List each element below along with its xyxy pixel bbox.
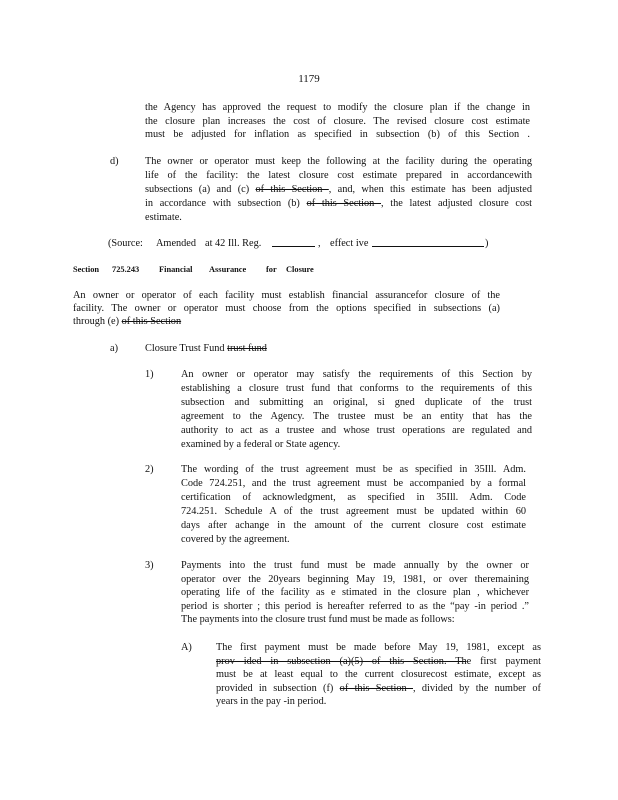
- text-segment: days after achange in the amount of the current closure cost estimate: [181, 520, 526, 531]
- item-a-label: a): [110, 343, 118, 354]
- item-a-title-text: Closure Trust Fund: [145, 343, 228, 354]
- item-a-title-struck: trust fund: [227, 343, 267, 354]
- text-line: [181, 559, 529, 572]
- section-word: Section: [73, 265, 100, 274]
- text-line: [73, 289, 500, 302]
- text-segment: period is shorter ; this period is hereafter referred to as the “pay -in period .”: [181, 600, 529, 612]
- text-segment: establishing a closure trust fund that conforms to the requirements of this: [181, 383, 532, 394]
- text-segment: certification of acknowledgment, as specified in 35Ill. Adm. Code: [181, 492, 526, 503]
- text-segment: covered by the agreement.: [181, 534, 290, 545]
- section-title-word-1: Financial: [159, 265, 193, 274]
- text-line: [216, 682, 541, 695]
- source-effective: effect ive: [330, 238, 369, 249]
- sub-item-3-label: 3): [145, 560, 154, 571]
- text-line: [181, 410, 532, 423]
- text-segment: authority to act as a trustee and whose trust operations are regulated and: [181, 425, 532, 436]
- text-line: [181, 438, 532, 451]
- source-register-blank: [272, 237, 315, 247]
- text-segment: , the latest adjusted closure cost: [381, 198, 532, 209]
- sub-item-2-label: 2): [145, 464, 154, 475]
- text-line: [145, 128, 530, 141]
- section-title-word-2: Assurance: [209, 265, 247, 274]
- text-line: [181, 477, 526, 490]
- text-line: [181, 505, 526, 518]
- text-segment: life of the facility: the latest closure cost estimate prepared in accordancewith: [145, 170, 532, 181]
- text-segment: the closure plan increases the cost of closure. The revised closure cost estimate: [145, 115, 530, 127]
- text-line: [181, 586, 529, 599]
- text-line: [181, 396, 532, 409]
- source-open: (Source:: [108, 238, 143, 249]
- text-line: [181, 573, 529, 586]
- text-segment: The first payment must be made before May 19, 1981, except as: [216, 642, 541, 653]
- text-line: [145, 169, 532, 182]
- text-segment: through (e): [73, 316, 122, 327]
- text-line: [216, 641, 541, 654]
- item-a-title: [145, 342, 267, 355]
- text-segment: must be adjusted for inflation as specified in subsection (b) of this Section .: [145, 129, 530, 140]
- text-segment: examined by a federal or State agency.: [181, 439, 341, 450]
- text-line: [216, 695, 541, 708]
- source-citation: at 42 Ill. Reg.: [205, 238, 262, 249]
- text-line: [145, 115, 530, 128]
- source-comma: ,: [318, 238, 321, 249]
- text-segment: provided in subsection (f): [216, 682, 340, 694]
- struck-text: of this Section: [339, 682, 413, 694]
- text-line: [181, 491, 526, 504]
- source-note: [108, 237, 488, 251]
- source-amended: Amended: [156, 238, 197, 249]
- text-line: [145, 197, 532, 210]
- section-title-word-4: Closure: [286, 265, 314, 274]
- text-segment: operating life of the facility as e stimated in the closure plan , whichever: [181, 587, 529, 598]
- text-line: [181, 519, 526, 532]
- text-line: [145, 155, 532, 168]
- text-segment: subsection and submitting an original, si gned duplicate of the trust: [181, 397, 532, 408]
- text-segment: subsections (a) and (c): [145, 184, 256, 195]
- text-line: [181, 463, 526, 476]
- text-segment: facility. The owner or operator must choose from the options specified in subsections (a): [73, 303, 500, 314]
- text-segment: 724.251. Schedule A of the trust agreement must be updated within 60: [181, 506, 526, 517]
- text-line: [73, 315, 500, 328]
- page-number: 1179: [298, 73, 320, 85]
- text-segment: must be at least equal to the current closurecost estimate, except as: [216, 669, 541, 681]
- text-segment: estimate.: [145, 212, 182, 223]
- source-effective-blank: [372, 237, 484, 247]
- text-segment: operator over the 20years beginning May 19, 1981, or over theremaining: [181, 573, 529, 585]
- struck-text: of this Section: [121, 316, 182, 327]
- struck-text: of this Section: [255, 184, 329, 195]
- item-A-label: A): [181, 642, 192, 653]
- text-line: [73, 302, 500, 315]
- text-line: [181, 613, 529, 626]
- struck-text: of this Section: [306, 198, 381, 209]
- text-line: [181, 382, 532, 395]
- text-segment: the Agency has approved the request to modify the closure plan if the change in: [145, 102, 530, 113]
- text-segment: , divided by the number of: [413, 682, 541, 694]
- section-title-word-3: for: [266, 265, 277, 274]
- text-segment: An owner or operator may satisfy the requirements of this Section by: [181, 369, 532, 380]
- text-segment: in accordance with subsection (b): [145, 198, 307, 209]
- text-segment: agreement to the Agency. The trustee must be an entity that has the: [181, 411, 532, 422]
- text-segment: , and, when this estimate has been adjusted: [328, 184, 532, 195]
- text-line: [145, 101, 530, 114]
- text-line: [181, 368, 532, 381]
- text-segment: e first payment: [466, 655, 541, 667]
- text-line: [216, 668, 541, 681]
- text-line: [181, 424, 532, 437]
- text-segment: The wording of the trust agreement must be as specified in 35Ill. Adm.: [181, 464, 526, 475]
- source-close: ): [485, 238, 489, 249]
- text-segment: An owner or operator of each facility must establish financial assurancefor closure of the: [73, 290, 500, 301]
- item-d-label: d): [110, 156, 119, 167]
- text-line: [145, 211, 532, 224]
- section-number: 725.243: [112, 265, 140, 274]
- text-segment: The payments into the closure trust fund must be made as follows:: [181, 614, 455, 625]
- text-line: [181, 600, 529, 613]
- text-segment: The owner or operator must keep the following at the facility during the operating: [145, 156, 532, 167]
- text-segment: Code 724.251, and the trust agreement must be accompanied by a formal: [181, 478, 526, 489]
- text-line: [216, 655, 541, 668]
- text-segment: years in the pay -in period.: [216, 696, 327, 708]
- text-segment: Payments into the trust fund must be made annually by the owner or: [181, 560, 529, 571]
- sub-item-1-label: 1): [145, 369, 154, 380]
- text-line: [181, 533, 526, 546]
- struck-text: prov ided in subsection (a)(5) of this Section. Th: [216, 655, 467, 667]
- text-line: [145, 183, 532, 196]
